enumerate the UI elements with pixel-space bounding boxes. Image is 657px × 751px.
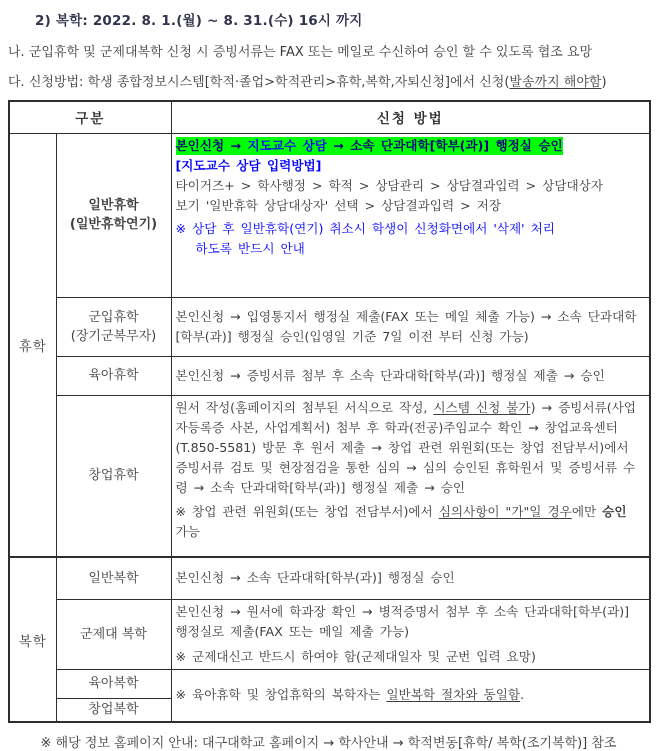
- row-label-military-return: 군제대 복학: [56, 599, 171, 669]
- general-leave-cell: [171, 133, 650, 297]
- return-deadline-heading: 2) 복학: 2022. 8. 1.(월) ~ 8. 31.(수) 16시 까지: [35, 13, 363, 29]
- row-childcare-return: [9, 669, 650, 698]
- general-leave-label-2: (일반휴학연기): [69, 217, 158, 232]
- application-method-text: 다. 신청방법: 학생 종합정보시스템[학적·졸업>학적관리>휴학,복학,자퇴신청]에서 신청(: [8, 75, 510, 90]
- side-label-return: 복학: [9, 557, 56, 722]
- table-header-category: 구분: [9, 101, 171, 133]
- consult-cancel-note-1: ※ 상담 후 일반휴학(연기) 취소시 학생이 신청화면에서 '삭제' 처리: [175, 220, 555, 236]
- startup-p2-a: ※ 창업 관련 위원회(또는 창업 전담부서)에서: [175, 503, 439, 519]
- table-header-row: [9, 101, 650, 133]
- startup-no-system-underline: 시스템 신청 불가: [433, 399, 531, 415]
- shared-return-note-underline: 일반복학 절차와 동일함: [386, 687, 521, 703]
- startup-p1-b: ) → 증빙서류(사업자등록증 사본, 사업계획서) 첨부 후 학과(전공)주임교수 확인 → 창업교육센터(T.850-5581) 방문 후 원서 제출 → 창업 관련 위원회(또는 창업 전담부서)에서 증빙서류 검토 및 현장점검을 통한 심의 → 심의 승인된 휴학원서 및 증빙서류 수령 → 소속 단과대학[학부(과)] 행정실 제출 → 승인: [175, 399, 636, 495]
- side-label-leave: 휴학: [9, 133, 56, 557]
- leave-return-table: [8, 100, 651, 723]
- general-leave-highlight: [176, 136, 645, 156]
- general-return-procedure: 본인신청 → 소속 단과대학[학부(과)] 행정실 승인: [171, 557, 650, 599]
- fax-email-note-line: 나. 군입휴학 및 군제대복학 신청 시 증빙서류는 FAX 또는 메일로 수신하여 승인 할 수 있도록 협조 요망: [8, 45, 593, 60]
- row-military-return: [9, 599, 650, 669]
- startup-p2-b: 에만: [571, 503, 603, 519]
- self-apply-text: 본인신청 →: [175, 137, 248, 153]
- shared-return-note-a: ※ 육아휴학 및 창업휴학의 복학자는: [175, 687, 387, 703]
- row-label-childcare-leave: 육아휴학: [56, 356, 171, 395]
- general-leave-label-1: 일반휴학: [88, 198, 139, 213]
- childcare-leave-procedure: 본인신청 → 증빙서류 첨부 후 소속 단과대학[학부(과)] 행정실 제출 → 승인: [171, 356, 650, 395]
- military-return-cell: [171, 599, 650, 669]
- homepage-reference-note: ※ 해당 정보 홈페이지 안내: 대구대학교 홈페이지 → 학사안내 → 학적변동[휴학/ 복학(조기복학)] 참조: [40, 736, 617, 751]
- startup-leave-cell: [171, 395, 650, 557]
- startup-p1-a: 원서 작성(홈페이지의 첨부된 서식으로 작성,: [175, 399, 434, 415]
- table-header-method: 신청 방법: [171, 101, 650, 133]
- startup-p2-c: 가능: [175, 523, 200, 539]
- startup-ga-underline: 심의사항이 "가"일 경우: [438, 503, 572, 519]
- startup-approve-bold: 승인: [602, 503, 627, 519]
- military-return-procedure: 본인신청 → 원서에 학과장 확인 → 병적증명서 첨부 후 소속 단과대학[학부(과)] 행정실로 제출(FAX 또는 메일 제출 가능): [175, 603, 630, 639]
- row-military-leave: [9, 297, 650, 356]
- row-label-general-leave: [56, 133, 171, 297]
- military-leave-procedure: 본인신청 → 입영통지서 행정실 제출(FAX 또는 메일 체출 가능) → 소속 단과대학[학부(과)] 행정실 승인(입영일 기준 7일 이전 부터 신청 가능): [171, 297, 650, 356]
- startup-leave-procedure: [176, 398, 645, 498]
- row-general-leave: [9, 133, 650, 297]
- consult-input-title: [지도교수 상담 입력방법]: [175, 157, 322, 173]
- row-label-general-return: 일반복학: [56, 557, 171, 599]
- advisor-consult-text: 지도교수 상담: [247, 137, 327, 153]
- startup-leave-note: [176, 502, 645, 542]
- consult-path-line-2: 보기 '일반휴학 상담대상자' 선택 > 상담결과입력 > 저장: [175, 197, 502, 213]
- row-startup-leave: [9, 395, 650, 557]
- row-label-startup-leave: 창업휴학: [56, 395, 171, 557]
- military-leave-label-1: 군입휴학: [88, 309, 139, 325]
- page: [0, 9, 657, 751]
- admin-approve-text: → 소속 단과대학[학부(과)] 행정실 승인: [326, 137, 563, 153]
- shared-return-note-b: .: [520, 687, 525, 703]
- application-method-line: [8, 71, 657, 90]
- send-required-underline: 발송까지 해야함: [509, 75, 602, 90]
- military-return-note: ※ 군제대신고 반드시 하여야 함(군제대일자 및 군번 입력 요망): [175, 648, 536, 664]
- consult-cancel-note-2: 하도록 반드시 안내: [195, 240, 305, 256]
- application-method-suffix: ): [601, 75, 607, 90]
- childcare-startup-return-note: [171, 669, 650, 722]
- military-leave-label-2: (장기군복무자): [70, 328, 157, 344]
- row-label-military-leave: [56, 297, 171, 356]
- row-label-startup-return: 창업복학: [56, 698, 171, 722]
- row-label-childcare-return: 육아복학: [56, 669, 171, 698]
- row-general-return: [9, 557, 650, 599]
- row-childcare-leave: [9, 356, 650, 395]
- consult-path-line-1: 타이거즈+ > 학사행정 > 학적 > 상담관리 > 상담결과입력 > 상담대상자: [175, 177, 603, 193]
